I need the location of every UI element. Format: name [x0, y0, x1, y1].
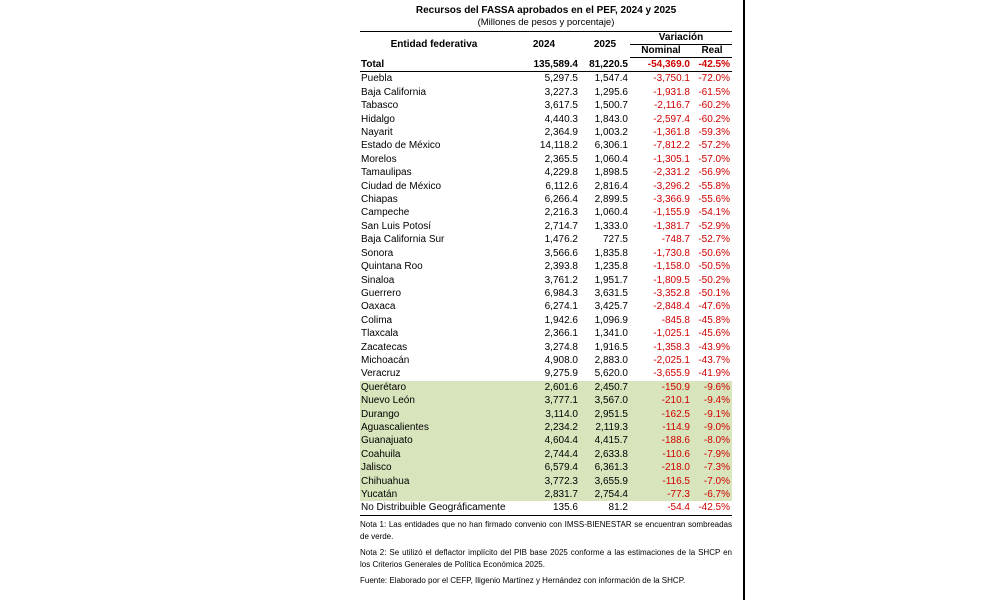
cell-nominal: -1,305.1 — [653, 153, 690, 165]
cell-2024: 2,393.8 — [544, 261, 578, 273]
cell-real: -61.5% — [698, 86, 730, 98]
table-row — [360, 220, 732, 233]
table-row — [360, 86, 732, 99]
cell-nominal: -1,931.8 — [653, 86, 690, 98]
cell-2024: 2,234.2 — [508, 421, 580, 434]
cell-real: -41.9% — [698, 368, 730, 380]
cell-real: -55.8% — [698, 180, 730, 192]
cell-2024: 3,772.3 — [508, 475, 580, 488]
cell-2024: 3,114.0 — [508, 408, 580, 421]
cell-entity: Ciudad de México — [361, 180, 442, 192]
cell-nominal: -1,158.0 — [653, 261, 690, 273]
cell-2025: 2,816.4 — [594, 180, 628, 192]
cell-2025: 1,096.9 — [594, 314, 628, 326]
cell-real: -8.0% — [692, 434, 732, 447]
cell-real: -43.9% — [698, 341, 730, 353]
table-row — [360, 233, 732, 246]
cell-2025: 6,306.1 — [594, 140, 628, 152]
cell-2025: 1,500.7 — [594, 100, 628, 112]
cell-nominal: -1,730.8 — [653, 247, 690, 259]
cell-real: -9.4% — [692, 394, 732, 407]
cell-entity: Guanajuato — [360, 434, 508, 447]
cell-entity: Puebla — [361, 73, 393, 85]
cell-2024: 3,566.6 — [544, 247, 578, 259]
cell-nominal: -2,848.4 — [653, 301, 690, 313]
cell-real: -57.2% — [698, 140, 730, 152]
cell-2025: 1,547.4 — [594, 73, 628, 85]
cell-2024: 4,908.0 — [544, 354, 578, 366]
table-body — [360, 58, 732, 516]
cell-2024: 6,266.4 — [544, 194, 578, 206]
cell-nominal: -2,025.1 — [653, 354, 690, 366]
cell-2025: 2,883.0 — [594, 354, 628, 366]
table-row — [360, 139, 732, 152]
cell-nominal: -210.1 — [630, 394, 692, 407]
cell-2024: 1,476.2 — [544, 234, 578, 246]
cell-2024: 3,274.8 — [544, 341, 578, 353]
table-row — [360, 274, 732, 287]
table-row — [360, 434, 732, 447]
cell-nominal: -3,750.1 — [653, 73, 690, 85]
table-row — [360, 99, 732, 112]
cell-real: -55.6% — [698, 194, 730, 206]
cell-2024: 135.6 — [508, 501, 580, 515]
table-row — [360, 354, 732, 367]
cell-nominal: -2,597.4 — [653, 113, 690, 125]
cell-2024: 6,579.4 — [508, 461, 580, 474]
cell-2024: 2,714.7 — [544, 220, 578, 232]
note-2: Nota 2: Se utilizó el deflactor implícito del PIB base 2025 conforme a las estimaciones de la SHCP en los Criterios Generales de Política Económica 2025. — [360, 547, 732, 570]
cell-nominal: -7,812.2 — [653, 140, 690, 152]
cell-nominal: -54.4 — [630, 501, 692, 515]
cell-2025: 2,899.5 — [594, 194, 628, 206]
cell-2025: 1,951.7 — [594, 274, 628, 286]
cell-real: -59.3% — [698, 127, 730, 139]
table-row — [360, 314, 732, 327]
cell-2024: 3,227.3 — [544, 86, 578, 98]
table-row — [360, 247, 732, 260]
table-row — [360, 488, 732, 501]
cell-nominal: -1,381.7 — [653, 220, 690, 232]
table-notes — [360, 519, 732, 588]
cell-2025: 3,425.7 — [594, 301, 628, 313]
cell-entity: Querétaro — [360, 381, 508, 394]
cell-entity: Veracruz — [361, 368, 401, 380]
cell-2024: 6,274.1 — [544, 301, 578, 313]
cell-2025: 2,754.4 — [580, 488, 630, 501]
cell-entity: Baja California Sur — [361, 234, 445, 246]
cell-2025: 4,415.7 — [580, 434, 630, 447]
cell-nominal: -1,025.1 — [653, 328, 690, 340]
table-row — [360, 461, 732, 474]
cell-2025: 81,220.5 — [580, 58, 630, 72]
cell-2024: 2,744.4 — [508, 448, 580, 461]
cell-nominal: -1,809.5 — [653, 274, 690, 286]
cell-2024: 2,831.7 — [508, 488, 580, 501]
cell-2024: 6,984.3 — [544, 287, 578, 299]
cell-2024: 135,589.4 — [508, 58, 580, 72]
cell-nominal: -188.6 — [630, 434, 692, 447]
cell-2025: 1,843.0 — [594, 113, 628, 125]
cell-real: -52.7% — [698, 234, 730, 246]
cell-real: -7.3% — [692, 461, 732, 474]
cell-real: -42.5% — [692, 501, 732, 515]
cell-real: -50.1% — [698, 287, 730, 299]
cell-2024: 4,229.8 — [544, 167, 578, 179]
cell-entity: Total — [360, 58, 508, 72]
cell-2025: 1,898.5 — [594, 167, 628, 179]
cell-nominal: -3,366.9 — [653, 194, 690, 206]
table-row — [360, 394, 732, 407]
header-2024: 2024 — [508, 32, 580, 58]
cell-real: -43.7% — [698, 354, 730, 366]
cell-entity: Chiapas — [361, 194, 398, 206]
cell-2025: 1,835.8 — [594, 247, 628, 259]
note-1: Nota 1: Las entidades que no han firmado convenio con IMSS-BIENESTAR se encuentran sombreadas de verde. — [360, 519, 732, 542]
table-row — [360, 166, 732, 179]
cell-2025: 1,060.4 — [594, 207, 628, 219]
table-row — [360, 448, 732, 461]
cell-real: -7.9% — [692, 448, 732, 461]
header-nominal: Nominal — [630, 45, 692, 58]
cell-real: -45.6% — [698, 328, 730, 340]
cell-2025: 2,633.8 — [580, 448, 630, 461]
cell-entity: San Luis Potosí — [361, 220, 432, 232]
source-note: Fuente: Elaborado por el CEFP, Iligenio Martínez y Hernández con información de la SHCP. — [360, 575, 686, 585]
cell-real: -60.2% — [698, 100, 730, 112]
table-row — [360, 421, 732, 434]
cell-entity: Tlaxcala — [361, 328, 399, 340]
cell-real: -9.0% — [692, 421, 732, 434]
cell-2025: 3,567.0 — [580, 394, 630, 407]
table-row — [360, 180, 732, 193]
table-row — [360, 206, 732, 219]
cell-nominal: -150.9 — [630, 381, 692, 394]
table-subtitle: (Millones de pesos y porcentaje) — [477, 17, 615, 28]
cell-entity: Sonora — [361, 247, 394, 259]
cell-2024: 2,365.5 — [544, 153, 578, 165]
cell-real: -7.0% — [692, 475, 732, 488]
cell-entity: Sinaloa — [361, 274, 395, 286]
cell-real: -50.6% — [698, 247, 730, 259]
cell-2025: 3,655.9 — [580, 475, 630, 488]
table-row — [360, 260, 732, 273]
cell-nominal: -845.8 — [661, 314, 690, 326]
cell-2024: 2,364.9 — [544, 127, 578, 139]
cell-nominal: -116.5 — [630, 475, 692, 488]
cell-real: -57.0% — [698, 153, 730, 165]
cell-nominal: -77.3 — [630, 488, 692, 501]
cell-entity: Tamaulipas — [361, 167, 412, 179]
fassa-table — [360, 31, 732, 516]
cell-2025: 1,341.0 — [594, 328, 628, 340]
table-row-total — [360, 58, 732, 72]
cell-nominal: -114.9 — [630, 421, 692, 434]
cell-2024: 1,942.6 — [544, 314, 578, 326]
cell-entity: Quintana Roo — [361, 261, 423, 273]
cell-real: -47.6% — [698, 301, 730, 313]
cell-2025: 1,916.5 — [594, 341, 628, 353]
cell-2024: 5,297.5 — [544, 73, 578, 85]
table-row — [360, 501, 732, 515]
cell-nominal: -3,352.8 — [653, 287, 690, 299]
cell-entity: Oaxaca — [361, 301, 396, 313]
cell-2024: 6,112.6 — [545, 180, 578, 192]
table-row — [360, 193, 732, 206]
table-row — [360, 113, 732, 126]
cell-2025: 1,235.8 — [594, 261, 628, 273]
cell-2024: 3,761.2 — [544, 274, 578, 286]
table-title: Recursos del FASSA aprobados en el PEF, 2024 y 2025 — [415, 5, 677, 16]
header-variation: Variación — [630, 32, 732, 45]
cell-entity: Chihuahua — [360, 475, 508, 488]
cell-real: -6.7% — [692, 488, 732, 501]
cell-2025: 5,620.0 — [594, 368, 628, 380]
cell-2024: 2,366.1 — [544, 328, 578, 340]
table-row — [360, 126, 732, 139]
cell-real: -52.9% — [698, 220, 730, 232]
cell-2024: 2,601.6 — [508, 381, 580, 394]
header-entity: Entidad federativa — [360, 32, 508, 58]
cell-entity: Estado de México — [361, 140, 441, 152]
cell-nominal: -218.0 — [630, 461, 692, 474]
header-real: Real — [692, 45, 732, 58]
cell-2025: 727.5 — [602, 234, 628, 246]
cell-nominal: -1,361.8 — [653, 127, 690, 139]
table-row — [360, 327, 732, 340]
cell-2025: 1,333.0 — [594, 220, 628, 232]
cell-2025: 6,361.3 — [580, 461, 630, 474]
cell-entity: Colima — [361, 314, 393, 326]
cell-entity: Coahuila — [360, 448, 508, 461]
fassa-table-container — [360, 4, 732, 590]
cell-real: -50.2% — [698, 274, 730, 286]
table-row — [360, 153, 732, 166]
cell-entity: Tabasco — [361, 100, 399, 112]
cell-entity: Baja California — [361, 86, 427, 98]
cell-entity: Nayarit — [361, 127, 393, 139]
cell-real: -42.5% — [692, 58, 732, 72]
cell-2024: 2,216.3 — [544, 207, 578, 219]
cell-entity: Morelos — [361, 153, 397, 165]
cell-2024: 3,617.5 — [544, 100, 578, 112]
cell-2024: 4,440.3 — [544, 113, 578, 125]
cell-nominal: -748.7 — [661, 234, 690, 246]
cell-real: -72.0% — [698, 73, 730, 85]
cell-entity: Jalisco — [360, 461, 508, 474]
cell-2024: 14,118.2 — [539, 140, 578, 152]
cell-nominal: -2,331.2 — [653, 167, 690, 179]
cell-nominal: -1,358.3 — [653, 341, 690, 353]
cell-entity: Hidalgo — [361, 113, 395, 125]
cell-2025: 2,951.5 — [580, 408, 630, 421]
cell-entity: Nuevo León — [360, 394, 508, 407]
cell-2024: 3,777.1 — [508, 394, 580, 407]
table-row — [360, 381, 732, 394]
cell-entity: Aguascalientes — [360, 421, 508, 434]
cell-entity: Zacatecas — [361, 341, 408, 353]
cell-2025: 2,450.7 — [580, 381, 630, 394]
cell-2024: 4,604.4 — [508, 434, 580, 447]
page-border — [743, 0, 745, 600]
cell-2025: 1,003.2 — [594, 127, 628, 139]
cell-nominal: -3,655.9 — [653, 368, 690, 380]
cell-entity: Michoacán — [361, 354, 410, 366]
cell-real: -54.1% — [698, 207, 730, 219]
table-row — [360, 475, 732, 488]
cell-nominal: -54,369.0 — [630, 58, 692, 72]
table-row — [360, 287, 732, 300]
cell-real: -45.8% — [698, 314, 730, 326]
cell-2025: 2,119.3 — [580, 421, 630, 434]
cell-real: -60.2% — [698, 113, 730, 125]
cell-entity: No Distribuible Geográficamente — [360, 501, 508, 515]
header-2025: 2025 — [580, 32, 630, 58]
cell-real: -50.5% — [698, 261, 730, 273]
cell-nominal: -110.6 — [630, 448, 692, 461]
table-row — [360, 367, 732, 380]
cell-real: -9.6% — [692, 381, 732, 394]
cell-2025: 1,060.4 — [594, 153, 628, 165]
cell-real: -56.9% — [698, 167, 730, 179]
cell-nominal: -2,116.7 — [654, 100, 690, 112]
cell-entity: Guerrero — [361, 287, 402, 299]
cell-nominal: -1,155.9 — [653, 207, 690, 219]
table-row — [360, 72, 732, 86]
cell-2024: 9,275.9 — [544, 368, 578, 380]
cell-entity: Durango — [360, 408, 508, 421]
cell-2025: 3,631.5 — [594, 287, 628, 299]
table-row — [360, 341, 732, 354]
cell-nominal: -162.5 — [630, 408, 692, 421]
cell-2025: 1,295.6 — [594, 86, 628, 98]
table-row — [360, 300, 732, 313]
cell-real: -9.1% — [692, 408, 732, 421]
table-row — [360, 408, 732, 421]
cell-entity: Yucatán — [360, 488, 508, 501]
cell-entity: Campeche — [361, 207, 410, 219]
cell-2025: 81.2 — [580, 501, 630, 515]
cell-nominal: -3,296.2 — [653, 180, 690, 192]
